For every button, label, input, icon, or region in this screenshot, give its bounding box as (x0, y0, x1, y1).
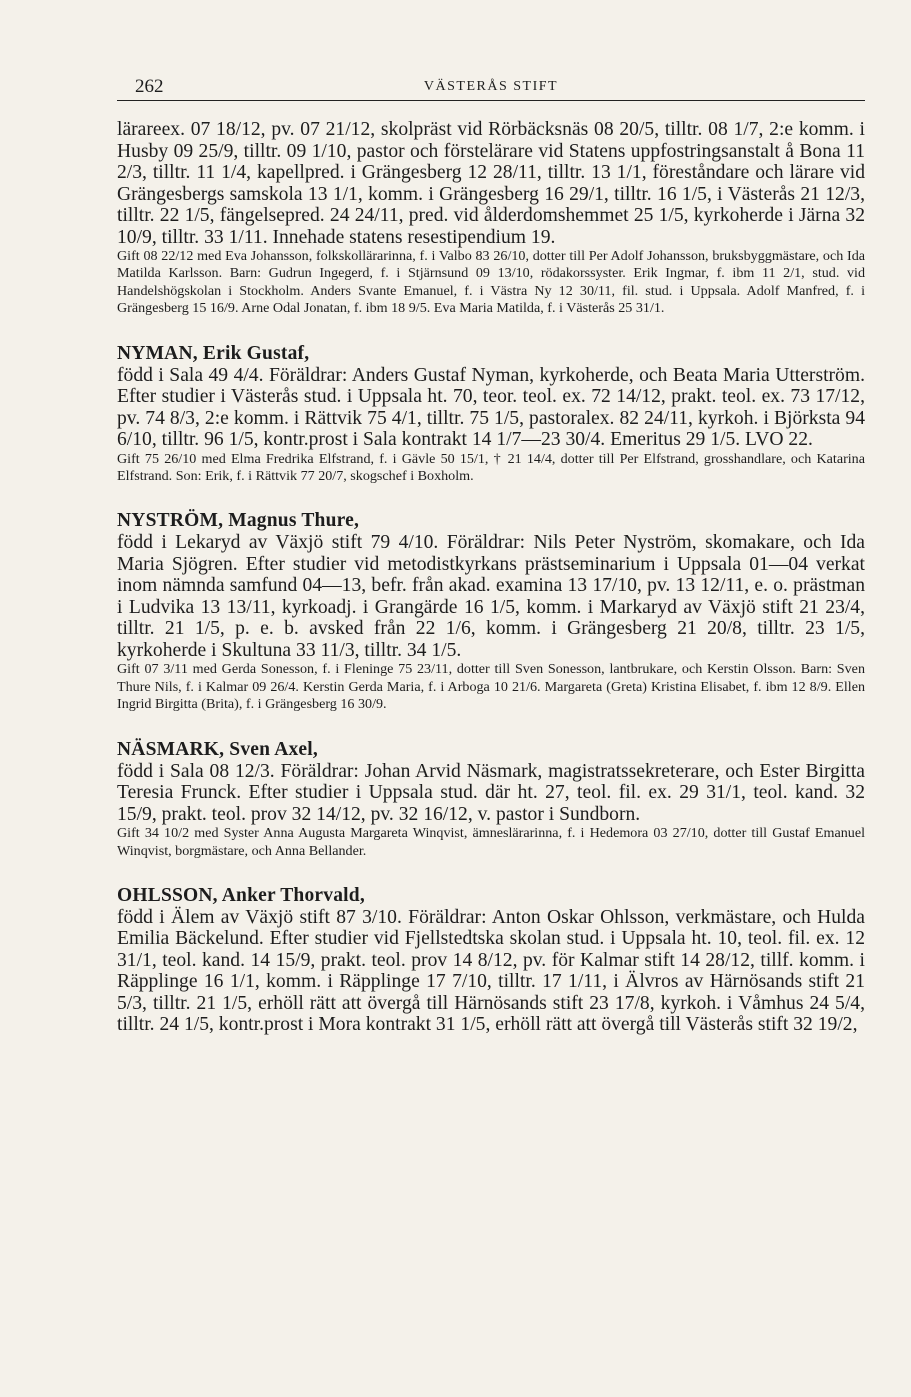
entry-bio: född i Sala 49 4/4. Föräldrar: Anders Gustaf Nyman, kyrkoherde, och Beata Maria Utterström. Efter studier i Västerås stud. i Uppsala ht. 70, teor. teol. ex. 72 14/12, prakt. teol. ex. 73 17/12, pv. 74 8/3, 2:e komm. i Rättvik 75 4/1, tilltr. 75 1/5, pastoralex. 82 24/11, kyrkoh. i Björksta 94 6/10, tilltr. 96 1/5, kontr.prost i Sala kontrakt 14 1/7—23 30/4. Emeritus 29 1/5. LVO 22. (117, 364, 865, 451)
page-header (117, 72, 865, 101)
biography-entry (117, 343, 865, 486)
biography-entry (117, 510, 865, 713)
entry-bio: född i Lekaryd av Växjö stift 79 4/10. Föräldrar: Nils Peter Nyström, skomakare, och Ida Maria Sjögren. Efter studier vid metodistkyrkans prästseminarium i Uppsala 01—04 verkat inom nämnda samfund 04—13, befr. från akad. examina 13 17/10, pv. 13 12/11, e. o. prästman i Ludvika 13 13/11, kyrkoadj. i Grangärde 16 1/5, komm. i Markaryd av Växjö stift 21 23/4, tilltr. 21 1/5, p. e. b. avsked från 22 1/6, komm. i Grängesberg 21 20/8, tilltr. 23 1/5, kyrkoherde i Skultuna 33 11/3, tilltr. 34 1/5. (117, 532, 865, 661)
entry-name: OHLSSON, Anker Thorvald, (117, 884, 365, 906)
biography-entry (117, 739, 865, 860)
entry-bio: född i Älem av Växjö stift 87 3/10. Föräldrar: Anton Oskar Ohlsson, verkmästare, och Hulda Emilia Bäckelund. Efter studier vid Fjellstedtska skolan stud. i Uppsala ht. 10, teol. fil. ex. 12 31/1, teol. kand. 14 15/9, prakt. teol. prov 14 8/12, pv. för Kalmar stift 14 28/12, tillf. komm. i Räpplinge 16 1/1, komm. i Räpplinge 17 7/10, tilltr. 17 1/11, i Älvros av Härnösands stift 21 5/3, tilltr. 21 1/5, erhöll rätt att övergå till Härnösands stift 23 17/8, kyrkoh. i Våmhus 24 5/4, tilltr. 24 1/5, kontr.prost i Mora kontrakt 31 1/5, erhöll rätt att övergå till Västerås stift 32 19/2, (117, 906, 865, 1036)
entry-family: Gift 34 10/2 med Syster Anna Augusta Margareta Winqvist, ämneslärarinna, f. i Hedemora 03 27/10, dotter till Gustaf Emanuel Winqvist, borgmästare, och Anna Bellander. (117, 825, 865, 859)
biography-entry (117, 885, 865, 1036)
page-number: 262 (135, 76, 164, 97)
entry-bio: född i Sala 08 12/3. Föräldrar: Johan Arvid Näsmark, magistratssekreterare, och Ester Birgitta Teresia Frunck. Efter studier i Uppsala stud. där ht. 27, teol. fil. ex. 29 31/1, teol. kand. 32 15/9, prakt. teol. prov 32 14/12, pv. 32 16/12, v. pastor i Sundborn. (117, 760, 865, 825)
entry-name: NYMAN, Erik Gustaf, (117, 342, 310, 364)
entry-family: Gift 08 22/12 med Eva Johansson, folkskollärarinna, f. i Valbo 83 26/10, dotter till Per Adolf Johansson, bruksbyggmästare, och Ida Matilda Karlsson. Barn: Gudrun Ingegerd, f. i Stjärnsund 09 13/10, rödakorssyster. Erik Ingmar, f. ibm 11 2/1, stud. vid Handelshögskolan i Stockholm. Anders Svante Emanuel, f. i Västra Ny 12 30/11, fil. stud. i Uppsala. Adolf Manfred, f. i Grängesberg 15 16/9. Arne Odal Jonatan, f. ibm 18 9/5. Eva Maria Matilda, f. i Västerås 25 31/1. (117, 248, 865, 317)
page-body (117, 119, 865, 1036)
book-page (117, 72, 865, 1036)
entry-bio: lärareex. 07 18/12, pv. 07 21/12, skolpräst vid Rörbäcksnäs 08 20/5, tilltr. 08 1/7, 2:e komm. i Husby 09 25/9, tilltr. 09 1/10, pastor och förstelärare vid Statens uppfostringsanstalt å Bona 11 2/3, tilltr. 11 1/4, kapellpred. i Grängesberg 12 28/11, tilltr. 13 1/1, föreståndare och lärare vid Grängesbergs samskola 13 1/1, komm. i Grängesberg 16 29/1, tilltr. 16 1/5, i Västerås 21 12/3, tilltr. 22 1/5, fängelsepred. 24 24/11, pred. vid ålderdomshemmet 25 1/5, kyrkoherde i Järna 32 10/9, tilltr. 33 1/11. Innehade statens resestipendium 19. (117, 119, 865, 248)
running-title: VÄSTERÅS STIFT (423, 79, 559, 94)
biography-entry (117, 119, 865, 318)
entry-name: NÄSMARK, Sven Axel, (117, 738, 318, 760)
entry-family: Gift 07 3/11 med Gerda Sonesson, f. i Fleninge 75 23/11, dotter till Sven Sonesson, lantbrukare, och Kerstin Olsson. Barn: Sven Thure Nils, f. i Kalmar 09 26/4. Kerstin Gerda Maria, f. i Arboga 10 21/6. Margareta (Greta) Kristina Elisabet, f. ibm 12 8/9. Ellen Ingrid Birgitta (Brita), f. i Grängesberg 16 30/9. (117, 661, 865, 713)
entry-family: Gift 75 26/10 med Elma Fredrika Elfstrand, f. i Gävle 50 15/1, † 21 14/4, dotter till Per Elfstrand, grosshandlare, och Katarina Elfstrand. Son: Erik, f. i Rättvik 77 20/7, skogschef i Boxholm. (117, 450, 865, 485)
entry-name: NYSTRÖM, Magnus Thure, (117, 510, 360, 532)
